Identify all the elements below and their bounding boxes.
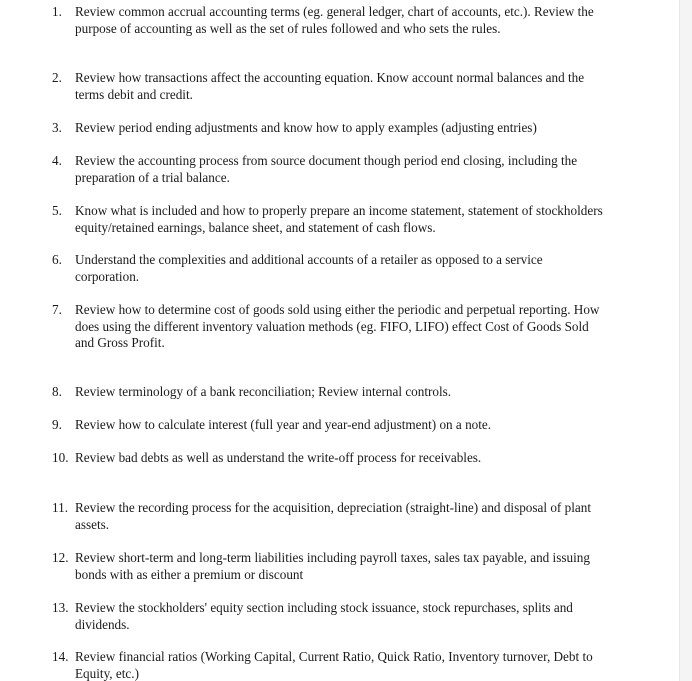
list-item <box>52 203 607 236</box>
item-text: Review the accounting process from source document though period end closing, including the preparation of a trial balance. <box>75 153 578 185</box>
item-text: Review the stockholders' equity section including stock issuance, stock repurchases, splits and dividends. <box>75 600 573 632</box>
vertical-scrollbar[interactable] <box>679 0 692 681</box>
item-number: 10. <box>52 450 69 465</box>
list-item <box>52 120 607 137</box>
item-text: Review short-term and long-term liabilities including payroll taxes, sales tax payable, and issuing bonds with as either a premium or discount <box>75 550 590 582</box>
item-text: Review terminology of a bank reconciliation; Review internal controls. <box>75 384 452 399</box>
list-item <box>52 384 607 401</box>
item-number: 12. <box>52 550 69 565</box>
list-item <box>52 450 607 467</box>
item-number: 1. <box>52 4 62 19</box>
item-number: 13. <box>52 600 69 615</box>
list-item <box>52 70 607 103</box>
list-item <box>52 649 607 681</box>
item-number: 5. <box>52 203 62 218</box>
item-number: 11. <box>52 500 68 515</box>
item-number: 6. <box>52 252 62 267</box>
list-item <box>52 500 607 533</box>
list-item <box>52 252 607 285</box>
item-number: 4. <box>52 153 62 168</box>
item-text: Review period ending adjustments and know how to apply examples (adjusting entries) <box>75 120 537 135</box>
list-item <box>52 417 607 434</box>
list-item <box>52 550 607 583</box>
list-item <box>52 153 607 186</box>
item-text: Review how to determine cost of goods sold using either the periodic and perpetual reporting. How does using the different inventory valuation methods (eg. FIFO, LIFO) effect Cost of Goods Sold and Gross Profit. <box>75 302 600 350</box>
item-text: Review financial ratios (Working Capital, Current Ratio, Quick Ratio, Inventory turnover, Debt to Equity, etc.) <box>75 649 593 681</box>
list-item <box>52 302 607 352</box>
item-text: Review how transactions affect the accounting equation. Know account normal balances and the terms debit and credit. <box>75 70 585 102</box>
item-number: 8. <box>52 384 62 399</box>
item-text: Review the recording process for the acquisition, depreciation (straight-line) and disposal of plant assets. <box>75 500 591 532</box>
item-text: Understand the complexities and additional accounts of a retailer as opposed to a service corporation. <box>75 252 543 284</box>
item-number: 14. <box>52 649 69 664</box>
item-number: 9. <box>52 417 62 432</box>
item-text: Review common accrual accounting terms (eg. general ledger, chart of accounts, etc.). Review the purpose of accounting as well as the set of rules followed and who sets the rules. <box>75 4 594 36</box>
item-number: 7. <box>52 302 62 317</box>
item-number: 3. <box>52 120 62 135</box>
item-text: Know what is included and how to properly prepare an income statement, statement of stockholders equity/retained earnings, balance sheet, and statement of cash flows. <box>75 203 603 235</box>
item-text: Review how to calculate interest (full year and year-end adjustment) on a note. <box>75 417 492 432</box>
item-text: Review bad debts as well as understand the write-off process for receivables. <box>75 450 482 465</box>
list-item <box>52 600 607 633</box>
list-item <box>52 4 607 37</box>
item-number: 2. <box>52 70 62 85</box>
